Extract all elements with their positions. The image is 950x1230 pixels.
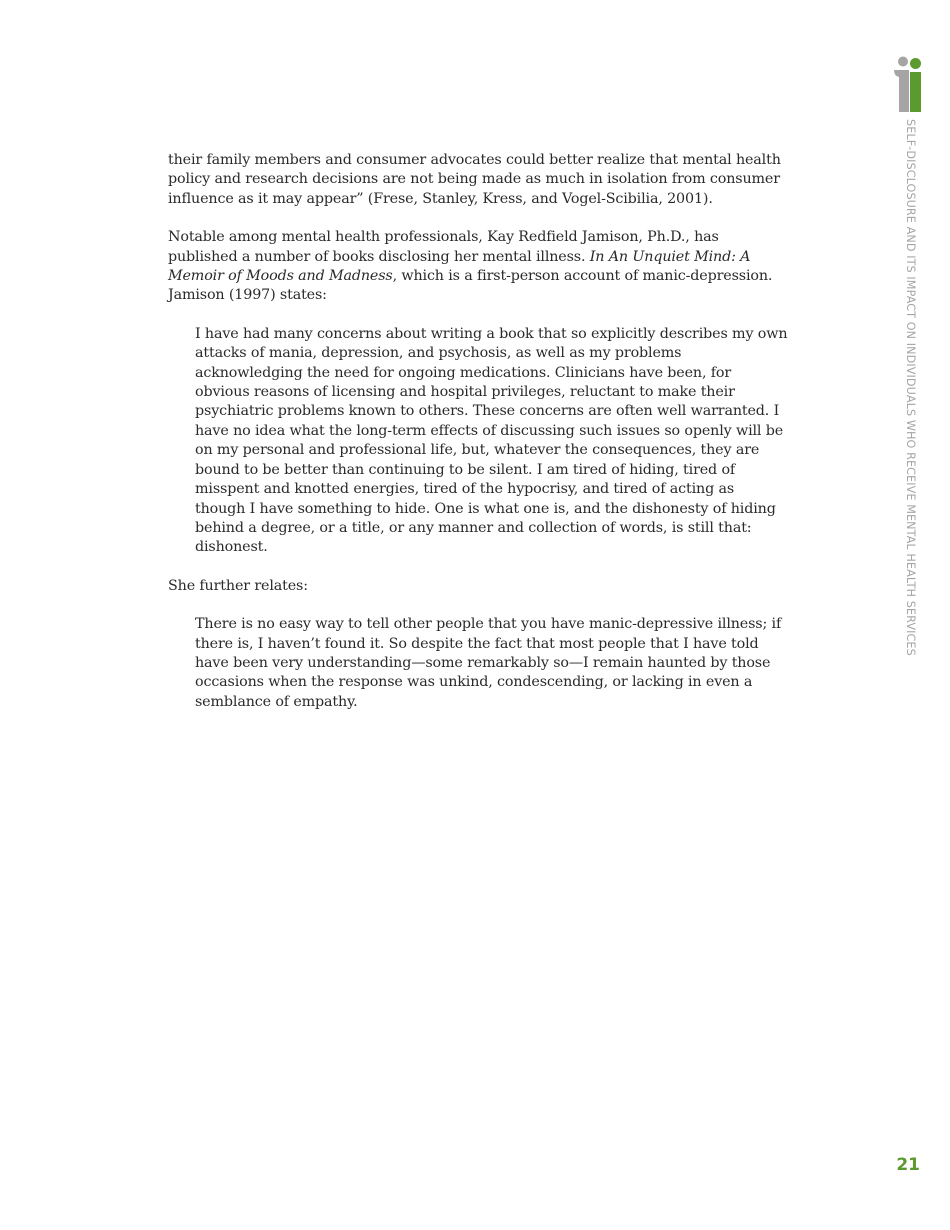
block-quote-2: There is no easy way to tell other people that you have manic-depressive illness; if there is, I haven’t found it. So despite the fact that most people that I have told have been very understanding—some remarkably so—I remain haunted by those occasions when the response was unkind, condescending, or lacking in even a semblance of empathy. bbox=[195, 616, 782, 710]
notable-text-after: , which is a first-person account of manic-depression. Jamison (1997) states: bbox=[168, 268, 773, 304]
notable-paragraph bbox=[168, 228, 788, 306]
running-title: SELF-DISCLOSURE AND ITS IMPACT ON INDIVIDUALS WHO RECEIVE MENTAL HEALTH SERVICES bbox=[904, 119, 917, 656]
book-title: In An Unquiet Mind: A Memoir of Moods and Madness bbox=[168, 248, 751, 285]
block-quote-1: I have had many concerns about writing a book that so explicitly describes my own attacks of mania, depression, and psychosis, as well as my problems acknowledging the need for ongoing medications. Clinicians have been, for obvious reasons of licensing and hospital privileges, reluctant to make their psychiatric problems known to others. These concerns are often well warranted. I have no idea what the long-term effects of discussing such issues so openly will be on my personal and professional life, but, whatever the consequences, they are bound to be better than continuing to be silent. I am tired of hiding, tired of misspent and knotted energies, tired of the hypocrisy, and tired of acting as though I have something to hide. One is what one is, and the dishonesty of hiding behind a degree, or a title, or any manner and collection of words, is still that: dishonest. bbox=[195, 325, 788, 556]
further-paragraph: She further relates: bbox=[168, 577, 308, 594]
intro-paragraph: their family members and consumer advocates could better realize that mental health policy and research decisions are not being made as much in isolation from consumer influence as it may appear” (Frese, Stanley, Kress, and Vogel-Scibilia, 2001). bbox=[168, 152, 781, 207]
notable-text-before: Notable among mental health professionals, Kay Redfield Jamison, Ph.D., has published a number of books disclosing her mental illness. bbox=[168, 229, 719, 265]
two-people-logo-icon bbox=[893, 56, 923, 114]
page-number: 21 bbox=[896, 1155, 920, 1175]
body-text bbox=[168, 151, 788, 731]
